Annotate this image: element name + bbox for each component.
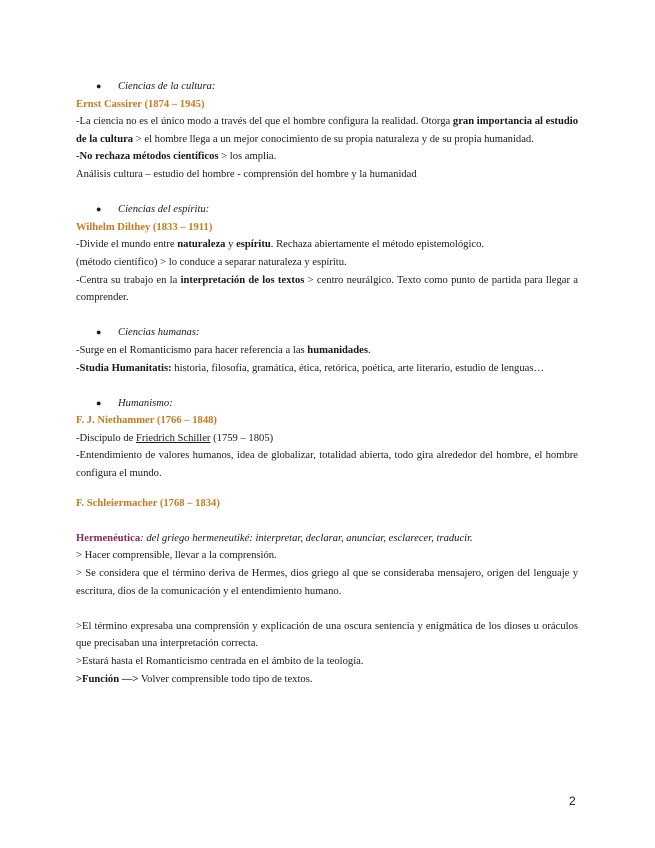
heading-dilthey: Wilhelm Dilthey (1833 – 1911) [76, 221, 213, 233]
bullet-ciencias-humanas: ● Ciencias humanas: [76, 324, 578, 342]
bullet-dot-icon: ● [96, 327, 102, 338]
document-page [76, 78, 578, 688]
paragraph: -No rechaza métodos científicos > los amplia. [76, 151, 277, 163]
heading-schleiermacher: F. Schleiermacher (1768 – 1834) [76, 497, 220, 509]
paragraph: -Studia Humanitatis: historia, filosofía, gramática, ética, retórica, poética, arte literario, estudio de lenguas… [76, 362, 545, 374]
paragraph: >Estará hasta el Romanticismo centrada en el ámbito de la teología. [76, 656, 364, 667]
page-number: 2 [569, 794, 576, 808]
paragraph: Análisis cultura – estudio del hombre - comprensión del hombre y la humanidad [76, 168, 417, 180]
paragraph-hermeneutica: Hermenéutica: del griego hermeneutiké: interpretar, declarar, anunciar, esclarecer, traducir. [76, 532, 473, 544]
bullet-dot-icon: ● [96, 204, 102, 215]
paragraph: -Discípulo de Friedrich Schiller (1759 – 1805) [76, 432, 274, 444]
heading-cassirer: Ernst Cassirer (1874 – 1945) [76, 98, 205, 110]
heading-niethammer: F. J. Niethammer (1766 – 1848) [76, 415, 217, 427]
paragraph: -Divide el mundo entre naturaleza y espíritu. Rechaza abiertamente el método epistemológico. [76, 239, 485, 251]
paragraph: -Entendimiento de valores humanos, idea de globalizar, totalidad abierta, todo gira alrededor del hombre, el hombre configura el mundo. [76, 450, 578, 480]
paragraph: > Hacer comprensible, llevar a la comprensión. [76, 550, 277, 562]
bullet-dot-icon: ● [96, 81, 102, 91]
paragraph: > Se considera que el término deriva de Hermes, dios griego al que se consideraba mensajero, origen del lenguaje y escritura, dios de la comunicación y el entendimiento humano. [76, 568, 578, 597]
bullet-ciencias-espiritu: ● Ciencias del espíritu: [76, 201, 578, 219]
paragraph: -La ciencia no es el único modo a través del que el hombre configura la realidad. Otorga gran importancia al estudio de la cultura > el hombre llega a un mejor conocimiento de su propia naturaleza y de su propia humanidad. [76, 116, 578, 145]
paragraph: -Centra su trabajo en la interpretación de los textos > centro neurálgico. Texto como punto de partida para llegar a comprender. [76, 274, 579, 304]
paragraph: >Función —> Volver comprensible todo tipo de textos. [76, 673, 313, 685]
bullet-dot-icon: ● [96, 397, 102, 408]
paragraph: (método científico) > lo conduce a separar naturaleza y espíritu. [76, 256, 347, 268]
paragraph: -Surge en el Romanticismo para hacer referencia a las humanidades. [76, 344, 371, 356]
paragraph: >El término expresaba una comprensión y explicación de una oscura sentencia y enigmática de los dioses u oráculos que precisaban una interpretación correcta. [76, 620, 578, 650]
bullet-humanismo: ● Humanismo: [76, 395, 578, 413]
link-friedrich-schiller[interactable]: Friedrich Schiller [136, 432, 211, 444]
bullet-ciencias-cultura: ● Ciencias de la cultura: [76, 78, 578, 96]
